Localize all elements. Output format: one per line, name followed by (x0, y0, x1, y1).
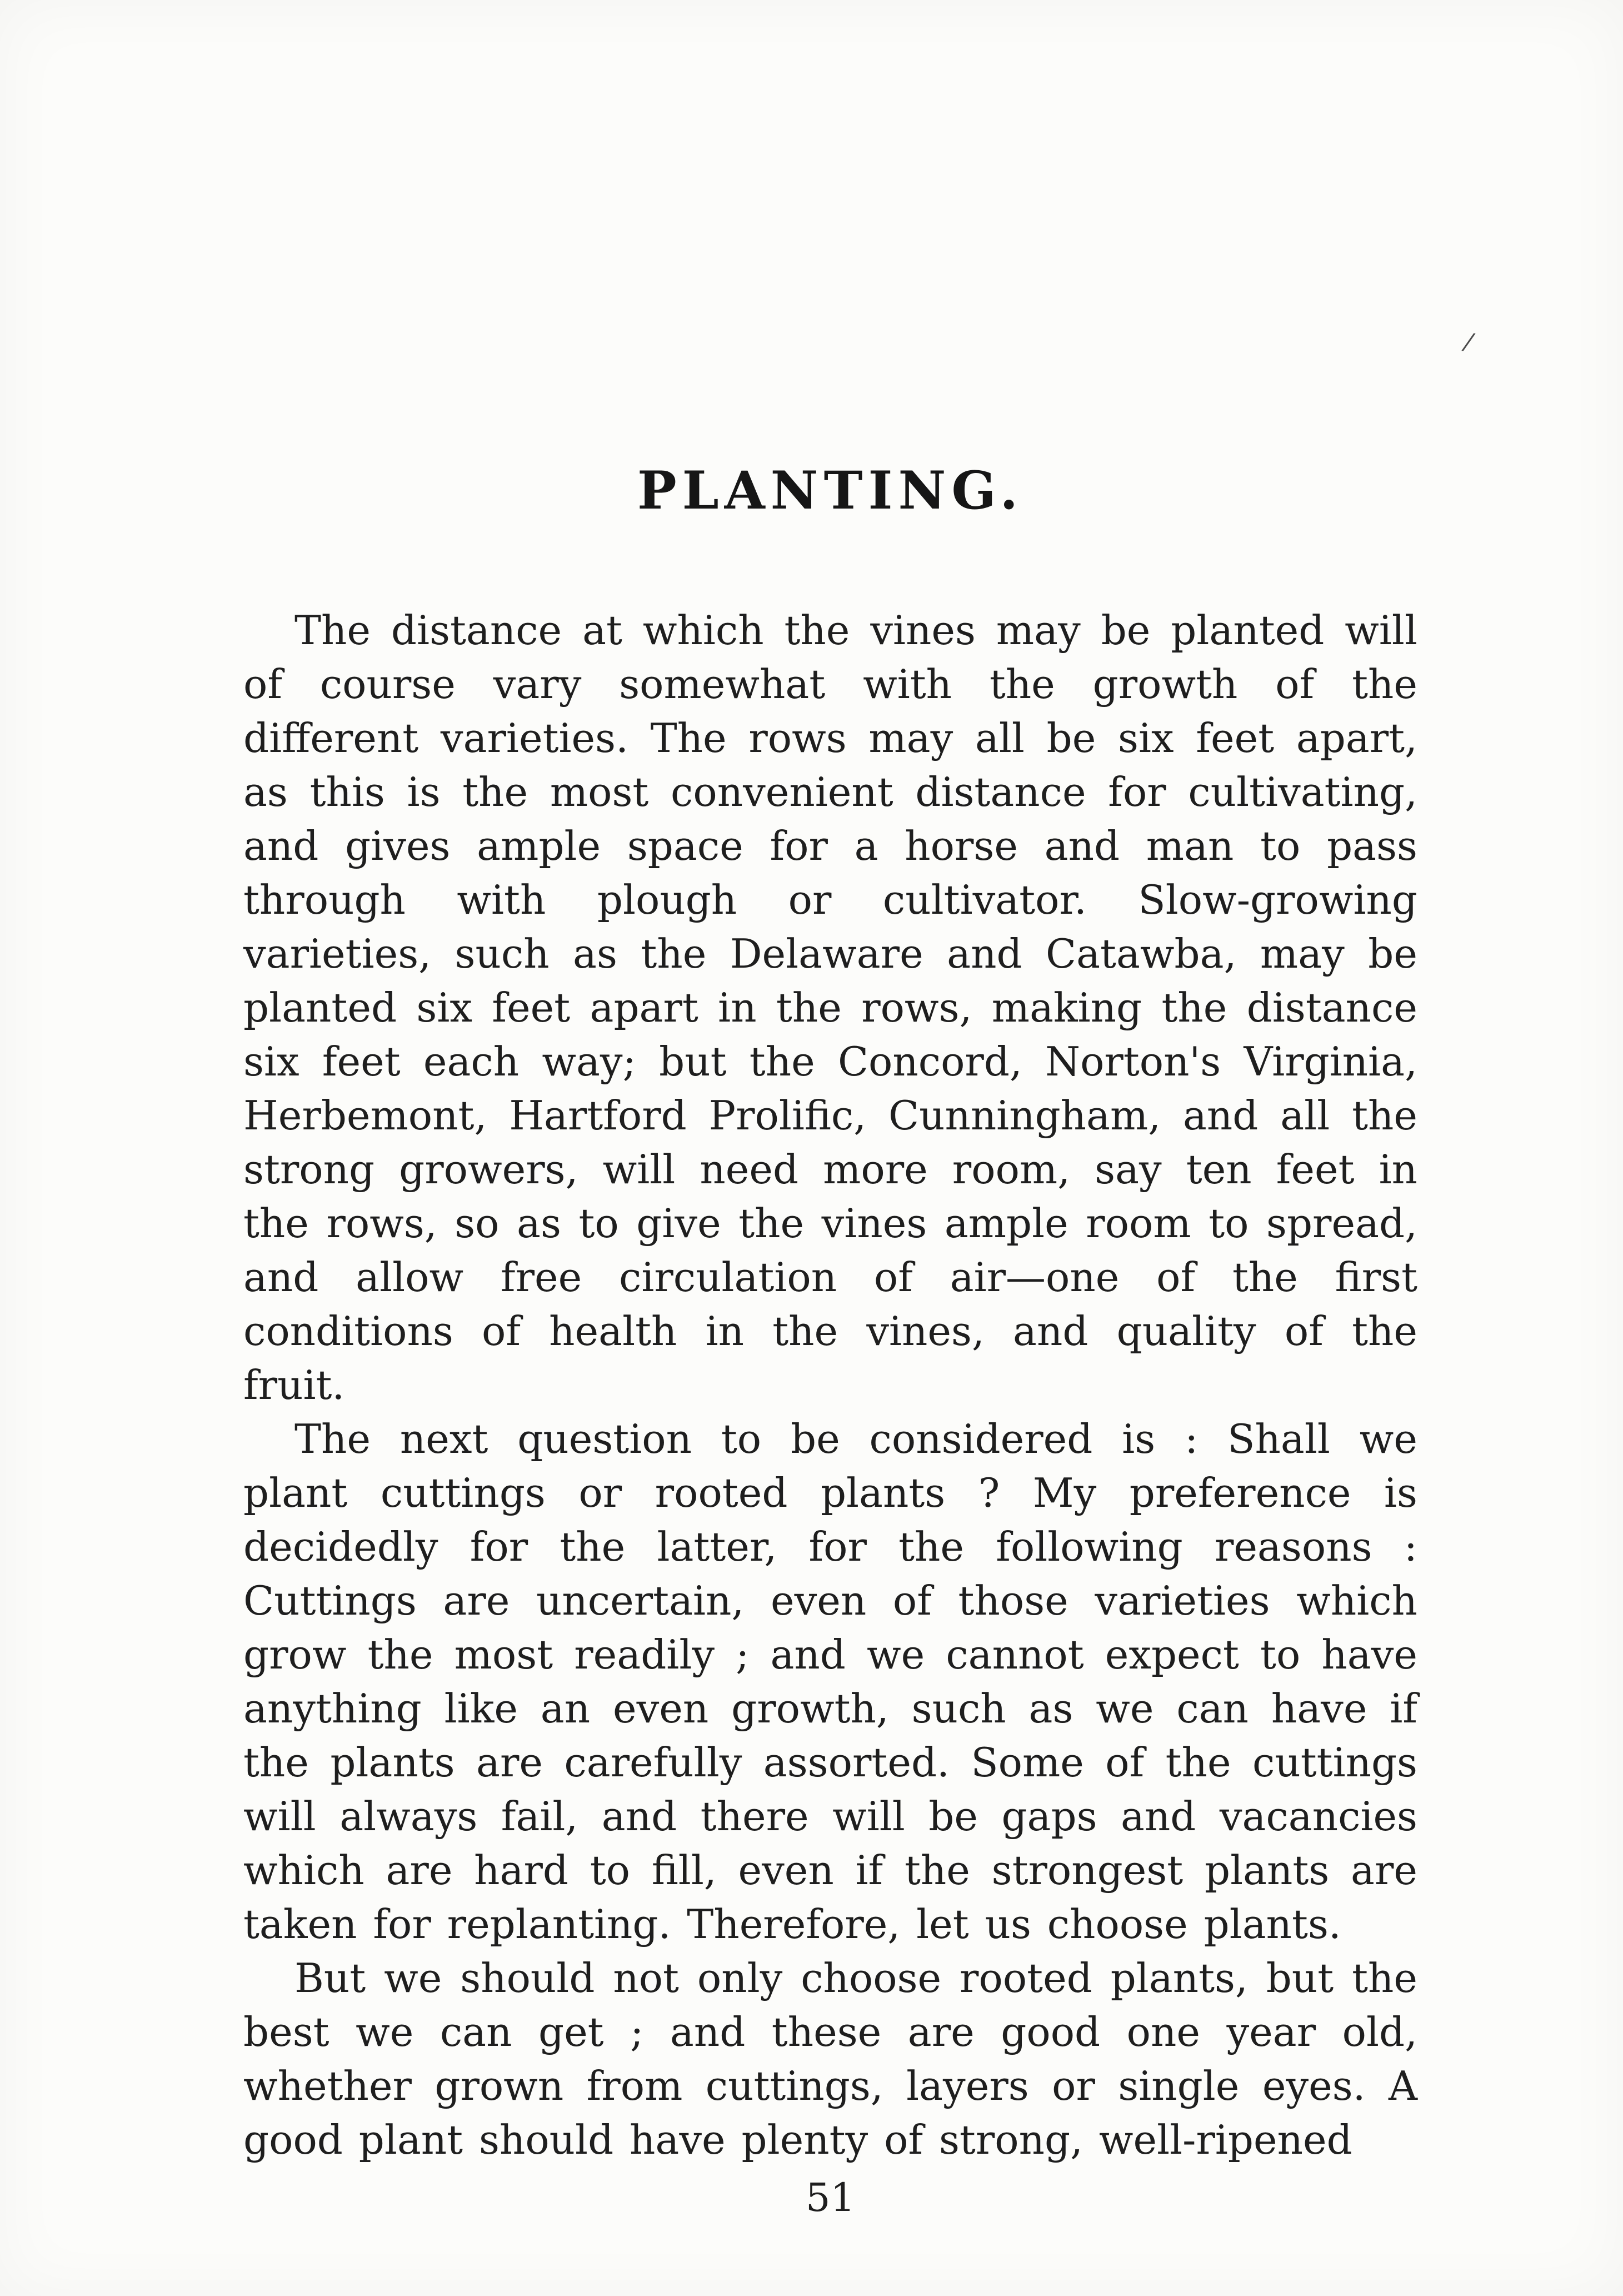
page-number: 51 (805, 2175, 856, 2220)
chapter-title: PLANTING. (637, 460, 1024, 521)
paragraph: The next question to be considered is : Shall we plant cuttings or rooted plants ? My preference is decidedly for the latter, for the following reasons : Cuttings are uncertain, even of those varieties which grow the most readily ; and we cannot expect to have anything like an even growth, such as we can have if the plants are carefully assorted. Some of the cuttings will always fail, and there will be gaps and vacancies which are hard to fill, even if the strongest plants are taken for replanting. Therefore, let us choose plants. (243, 1416, 1417, 1948)
paragraph: But we should not only choose rooted plants, but the best we can get ; and these are good one year old, whether grown from cuttings, layers or single eyes. A good plant should have plenty of strong, well-ripened (243, 1955, 1417, 2163)
page-content (243, 460, 1417, 2220)
paragraph: The distance at which the vines may be planted will of course vary somewhat with the growth of the different varieties. The rows may all be six feet apart, as this is the most convenient distance for cultivating, and gives ample space for a horse and man to pass through with plough or cultivator. Slow-growing varieties, such as the Delaware and Catawba, may be planted six feet apart in the rows, making the distance six feet each way; but the Concord, Norton's Virginia, Herbemont, Hartford Prolific, Cunningham, and all the strong growers, will need more room, say ten feet in the rows, so as to give the vines ample room to spread, and allow free circulation of air—one of the first conditions of health in the vines, and quality of the fruit. (243, 607, 1417, 1408)
scan-artifact-mark: / (1462, 327, 1475, 356)
